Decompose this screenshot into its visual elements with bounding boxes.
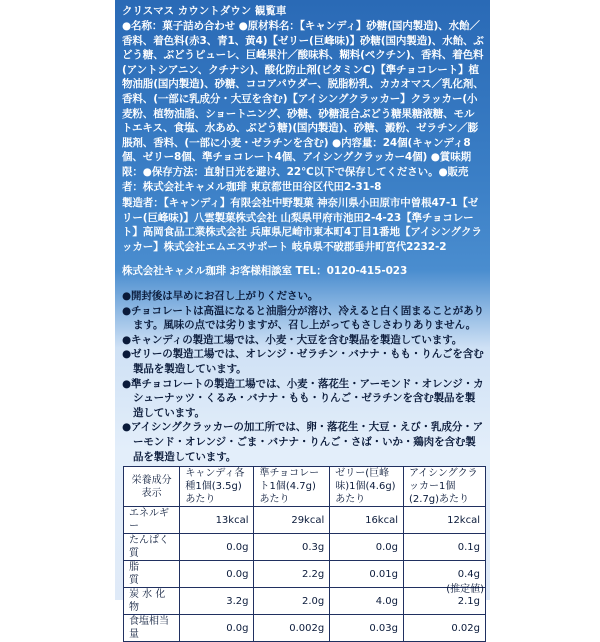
cell-value: 3.2g — [180, 588, 254, 615]
row-label: 食塩相当量 — [124, 615, 180, 642]
cell-value: 0.03g — [330, 615, 404, 642]
cell-value: 0.01g — [330, 561, 404, 588]
note-item: ●アイシングクラッカーの加工所では、卵・落花生・大豆・えび・乳成分・アーモンド・オレンジ・ごま・バナナ・りんご・さば・いか・鶏肉を含む製品を製造しています。 — [122, 421, 484, 463]
row-label: 脂 質 — [124, 561, 180, 588]
cell-value: 0.0g — [180, 561, 254, 588]
cell-value: 0.002g — [254, 615, 330, 642]
cell-value: 2.0g — [254, 588, 330, 615]
cell-value: 12kcal — [404, 507, 486, 534]
manufacturers-text: 製造者：【キャンディ】有限会社中野製菓 神奈川県小田原市中曽根47-1【ゼリー(巨峰味)】八雲製菓株式会社 山梨県甲府市池田2-4-23【準チョコレート】高岡食品工業株式会社 兵庫県尼崎市東本町4丁目1番地【アイシングクラッカー】株式会社エムエスサポート 岐阜県不破郡垂井町宮代2232-2 — [122, 197, 482, 253]
product-label — [115, 0, 490, 640]
cell-value: 16kcal — [330, 507, 404, 534]
table-row — [124, 588, 486, 615]
cell-value: 2.2g — [254, 561, 330, 588]
note-item: ●チョコレートは高温になると油脂分が溶け、冷えると白く固まることがあります。風味の点では劣りますが、召し上がってもさしさわりありません。 — [122, 304, 484, 332]
nutrition-table — [123, 466, 486, 642]
cell-value: 0.3g — [254, 534, 330, 561]
cell-value: 0.0g — [330, 534, 404, 561]
cell-value: 0.0g — [180, 615, 254, 642]
caution-notes — [122, 289, 484, 464]
cell-value: 4.0g — [330, 588, 404, 615]
ingredients-text: ●名称：菓子詰め合わせ ●原材料名：【キャンディ】砂糖(国内製造)、水飴／香料、着色料(赤3、青1、黄4)【ゼリー(巨峰味)】砂糖(国内製造)、水飴、ぶどう糖、ぶどうピューレ、巨峰果汁／酸味料、糊料(ペクチン)、香料、着色料(アントシアニン、クチナシ)、酸化防止剤(ビタミンC)【準チョコレート】植物油脂(国内製造)、砂糖、ココアパウダー、脱脂粉乳、カカオマス／乳化剤、香料、(一部に乳成分・大豆を含む)【アイシングクラッカー】クラッカー(小麦粉、植物油脂、ショートニング、砂糖、砂糖混合ぶどう糖果糖液糖、モルトエキス、食塩、水あめ、ぶどう糖)(国内製造)、砂糖、澱粉、ゼラチン／膨脹剤、香料、(一部に小麦・ゼラチンを含む) ●内容量：24個(キャンディ8個、ゼリー8個、準チョコレート4個、アイシングクラッカー4個) ●賞味期限：●保存方法：直射日光を避け、22℃以下で保存してください。●販売者：株式会社キャメル珈琲 東京都世田谷区代田2-31-8 — [122, 20, 484, 193]
cell-value: 13kcal — [180, 507, 254, 534]
consumer-contact: 株式会社キャメル珈琲 お客様相談室 TEL：0120-415-023 — [122, 265, 408, 277]
row-label: 炭 水 化 物 — [124, 588, 180, 615]
nutrition-header-label: 栄養成分表示 — [124, 467, 180, 507]
row-label: たんぱく質 — [124, 534, 180, 561]
column-header: 準チョコレート1個(4.7g)あたり — [254, 467, 330, 507]
table-row — [124, 534, 486, 561]
nutrition-header-row — [124, 467, 486, 507]
column-header: アイシングクラッカー1個(2.7g)あたり — [404, 467, 486, 507]
cell-value: 0.0g — [180, 534, 254, 561]
column-header: キャンディ各種1個(3.5g)あたり — [180, 467, 254, 507]
table-row — [124, 561, 486, 588]
note-item: ●開封後は早めにお召し上がりください。 — [122, 290, 319, 302]
column-header: ゼリー(巨峰味)1個(4.6g)あたり — [330, 467, 404, 507]
row-label: エネルギー — [124, 507, 180, 534]
note-item: ●キャンディの製造工場では、小麦・大豆を含む製品を製造しています。 — [122, 333, 463, 346]
note-item: ●ゼリーの製造工場では、オレンジ・ゼラチン・バナナ・もも・りんごを含む製品を製造しています。 — [122, 348, 484, 375]
cell-value: 2.1g — [404, 588, 486, 615]
cell-value: 0.02g — [404, 615, 486, 642]
cell-value: 0.4g — [404, 561, 486, 588]
note-item: ●準チョコレートの製造工場では、小麦・落花生・アーモンド・オレンジ・カシューナッツ・くるみ・バナナ・もも・りんご・ゼラチンを含む製品を製造しています。 — [122, 377, 484, 419]
cell-value: 29kcal — [254, 507, 330, 534]
estimate-footnote: (推定値) — [446, 584, 484, 595]
table-row — [124, 615, 486, 642]
table-row — [124, 507, 486, 534]
label-title: クリスマス カウントダウン 観覧車 — [122, 5, 287, 17]
cell-value: 0.1g — [404, 534, 486, 561]
